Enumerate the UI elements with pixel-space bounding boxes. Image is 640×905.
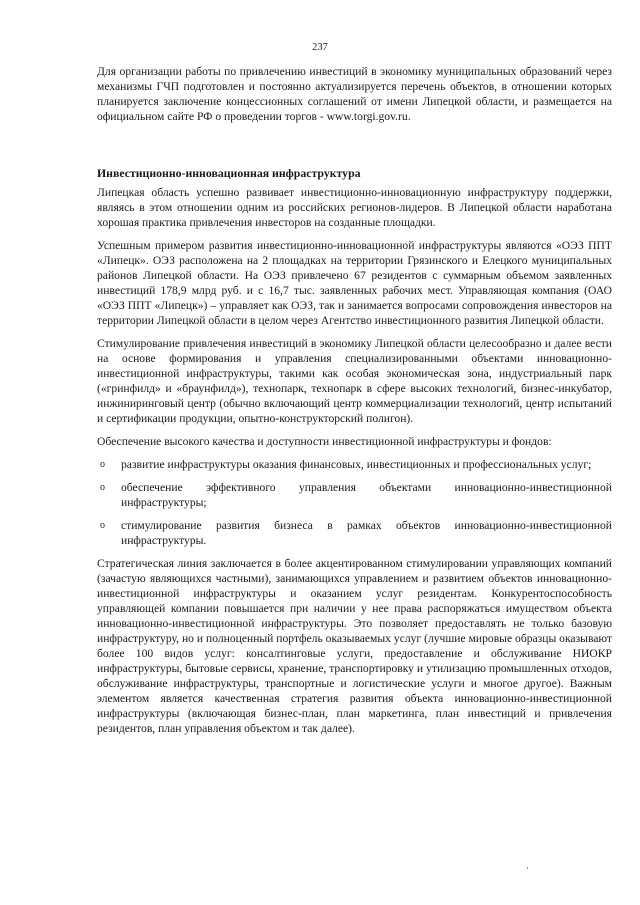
paragraph-stimulation: Стимулирование привлечения инвестиций в экономику Липецкой области целесообразно и далее вести на основе формирования и управления специализированными объектами инновационно-инвестиционной инфраструктуры, такими как особая экономическая зона, индустриальный парк («гринфилд» и «браунфилд»), технопарк, технопарк в сфере высоких технологий, бизнес-инкубатор, инжиниринговый центр (обычно включающий центр коммерциализации технологий, центр испытаний и сертификации продукции, опытно-конструкторский полигон).: [97, 337, 612, 425]
intro-paragraph: Для организации работы по привлечению инвестиций в экономику муниципальных образований через механизмы ГЧП подготовлен и постоянно актуализируется перечень объектов, в отношении которых планируется заключение концессионных соглашений от имени Липецкой области, и размещается на официальном сайте РФ о проведении торгов - www.torgi.gov.ru.: [97, 65, 612, 123]
page-number: 237: [312, 42, 328, 53]
bullet-circle-icon: o: [100, 482, 105, 493]
bullet-list: [97, 457, 612, 548]
paragraph-sez-example: Успешным примером развития инвестиционно-инновационной инфраструктуры являются «ОЭЗ ППТ «Липецк». ОЭЗ расположена на 2 площадках на территории Грязинского и Елецкого муниципальных районов Липецкой области. На ОЭЗ привлечено 67 резидентов с суммарным объемом заявленных инвестиций 178,9 млрд руб. и с 16,7 тыс. заявленных рабочих мест. Управляющая компания (ОАО «ОЭЗ ППТ «Липецк») – управляет как ОЭЗ, так и занимается вопросами сопровождения инвесторов на территории Липецкой области в целом через Агентство инвестиционного развития Липецкой области.: [97, 239, 612, 327]
list-item: [97, 457, 612, 472]
paragraph-strategic-line: Стратегическая линия заключается в более акцентированном стимулировании управляющих компаний (зачастую являющихся частными), занимающихся управлением и развитием объектов инновационно-инвестиционной инфраструктуры и оказанием услуг резидентам. Конкурентоспособность управляющей компании повышается при наличии у нее права распоряжаться имуществом объекта инновационно-инвестиционной инфраструктуры. Это позволяет предоставлять не только базовую инфраструктуру, но и полноценный портфель оказываемых услуг (лучшие мировые образцы оказывают более 100 видов услуг: консалтинговые услуги, предоставление и обслуживание НИОКР инфраструктуры, бытовые сервисы, хранение, транспортировку и утилизацию промышленных отходов, обслуживание инфраструктуры, транспортные и логистические услуги и многое другое). Важным элементом является качественная стратегия развития объекта инновационно-инвестиционной инфраструктуры (включающая бизнес-план, план маркетинга, план инвестиций и привлечения резидентов, план управления объектом и так далее).: [97, 557, 612, 735]
paragraph-regional-leader: Липецкая область успешно развивает инвестиционно-инновационную инфраструктуру поддержки, являясь в этом отношении одним из российских регионов-лидеров. В Липецкой области наработана хорошая практика привлечения инвесторов на созданные площадки.: [97, 186, 612, 229]
list-item-text: стимулирование развития бизнеса в рамках объектов инновационно-инвестиционной инфраструктуры.: [121, 519, 612, 547]
list-item: [97, 518, 612, 548]
bullet-circle-icon: o: [100, 459, 105, 470]
document-body: [97, 64, 612, 744]
bullet-circle-icon: o: [100, 520, 105, 531]
list-item-text: развитие инфраструктуры оказания финансовых, инвестиционных и профессиональных услуг;: [121, 458, 592, 471]
section-heading: Инвестиционно-инновационная инфраструктура: [97, 166, 361, 180]
paragraph-quality-intro: Обеспечение высокого качества и доступности инвестиционной инфраструктуры и фондов:: [97, 435, 552, 448]
list-item-text: обеспечение эффективного управления объектами инновационно-инвестиционной инфраструктуры;: [121, 481, 612, 509]
scan-mark: [527, 867, 528, 869]
list-item: [97, 480, 612, 510]
